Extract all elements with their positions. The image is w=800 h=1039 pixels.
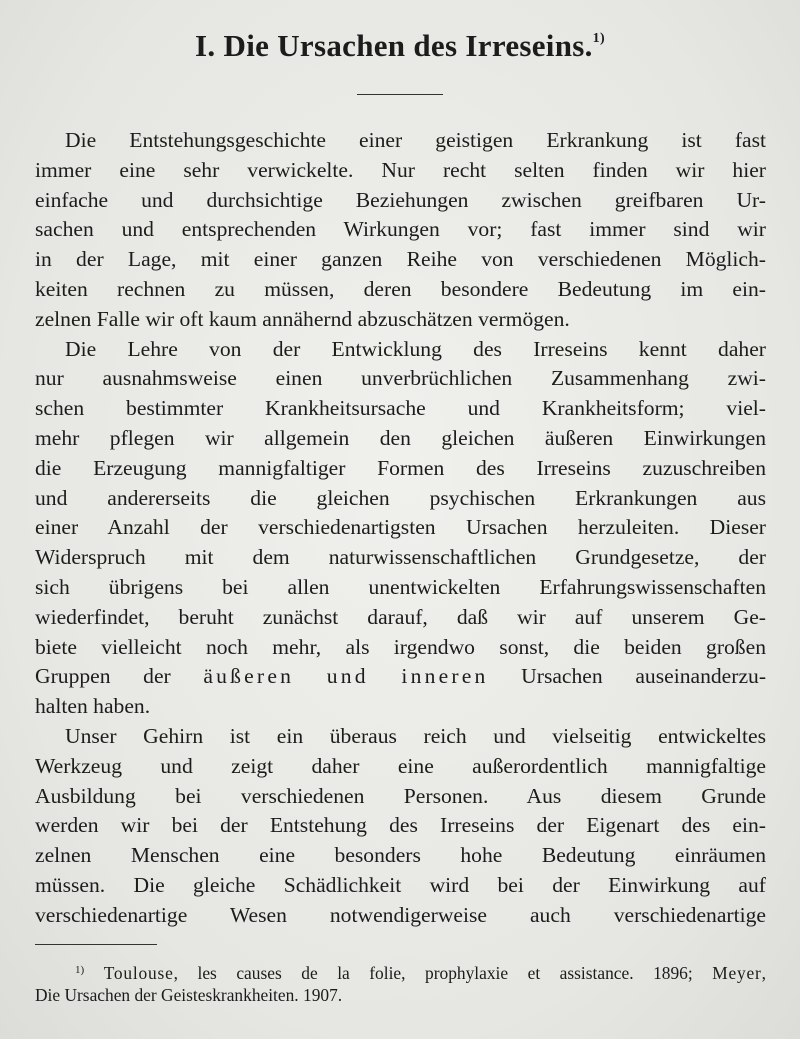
- footnote-line: Die Ursachen der Geisteskrankheiten. 1907.: [35, 984, 343, 1005]
- footnote-text: ,: [761, 963, 766, 983]
- text-line: zelnen Menschen eine besonders hohe Bedeutung einräumen: [35, 843, 766, 868]
- text-line: die Erzeugung mannigfaltiger Formen des Irreseins zuzuschreiben: [35, 455, 766, 480]
- text-line: verschiedenartige Wesen notwendigerweise auch verschiedenartige: [35, 902, 766, 927]
- text-line: sich übrigens bei allen unentwickelten Erfahrungswissenschaften: [35, 574, 766, 599]
- text-line: nur ausnahmsweise einen unverbrüchlichen Zusammenhang zwi-: [35, 366, 766, 391]
- text-fragment: auseinanderzu-: [635, 664, 767, 689]
- footnote-author: Meyer: [712, 963, 762, 983]
- chapter-title-text: I. Die Ursachen des Irreseins.: [195, 28, 593, 63]
- text-line: zelnen Falle wir oft kaum annähernd abzuschätzen vermögen.: [35, 306, 570, 331]
- text-line: einfache und durchsichtige Beziehungen zwischen greifbaren Ur-: [35, 187, 766, 212]
- main-text: [35, 126, 766, 931]
- text-line: keiten rechnen zu müssen, deren besondere Bedeutung im ein-: [35, 276, 766, 301]
- text-fragment: Ursachen: [521, 664, 603, 689]
- title-footnote-mark: 1): [592, 31, 605, 46]
- text-line: sachen und entsprechenden Wirkungen vor; fast immer sind wir: [35, 217, 766, 242]
- text-line: müssen. Die gleiche Schädlichkeit wird bei der Einwirkung auf: [35, 872, 766, 897]
- chapter-title: [0, 28, 800, 64]
- text-line: und andererseits die gleichen psychischen Erkrankungen aus: [35, 485, 766, 510]
- footnote-author: Toulouse: [103, 963, 174, 983]
- text-line-spaced: [35, 662, 766, 692]
- footnote-text: , les causes de la folie, prophylaxie et assistance. 1896;: [173, 963, 693, 983]
- spaced-word: und: [326, 664, 369, 689]
- text-line: Die Lehre von der Entwicklung des Irreseins kennt daher: [65, 336, 766, 361]
- footnote: [35, 958, 766, 1008]
- text-line: Ausbildung bei verschiedenen Personen. Aus diesem Grunde: [35, 783, 766, 808]
- text-line: Die Entstehungsgeschichte einer geistigen Erkrankung ist fast: [65, 128, 766, 152]
- text-line: einer Anzahl der verschiedenartigsten Ursachen herzuleiten. Dieser: [35, 515, 766, 540]
- spaced-word: inneren: [401, 664, 489, 689]
- text-line: Werkzeug und zeigt daher eine außerordentlich mannigfaltige: [35, 753, 766, 778]
- text-line: mehr pflegen wir allgemein den gleichen äußeren Einwirkungen: [35, 425, 766, 450]
- text-fragment: Gruppen der: [35, 664, 171, 689]
- text-line: wiederfindet, beruht zunächst darauf, daß wir auf unserem Ge-: [35, 604, 766, 629]
- footnote-line: [35, 958, 766, 983]
- spaced-word: äußeren: [203, 664, 295, 689]
- title-divider: [357, 94, 443, 95]
- text-line: biete vielleicht noch mehr, als irgendwo sonst, die beiden großen: [35, 634, 766, 659]
- footnote-mark: 1): [75, 964, 85, 976]
- footnote-divider: [35, 944, 157, 945]
- text-line: in der Lage, mit einer ganzen Reihe von verschiedenen Möglich-: [35, 247, 766, 272]
- text-line: Unser Gehirn ist ein überaus reich und vielseitig entwickeltes: [65, 723, 766, 748]
- text-line: Widerspruch mit dem naturwissenschaftlichen Grundgesetze, der: [35, 545, 766, 570]
- text-line: immer eine sehr verwickelte. Nur recht selten finden wir hier: [35, 157, 766, 182]
- text-line: schen bestimmter Krankheitsursache und Krankheitsform; viel-: [35, 396, 766, 421]
- text-line: werden wir bei der Entstehung des Irreseins der Eigenart des ein-: [35, 813, 766, 838]
- text-line: halten haben.: [35, 694, 151, 719]
